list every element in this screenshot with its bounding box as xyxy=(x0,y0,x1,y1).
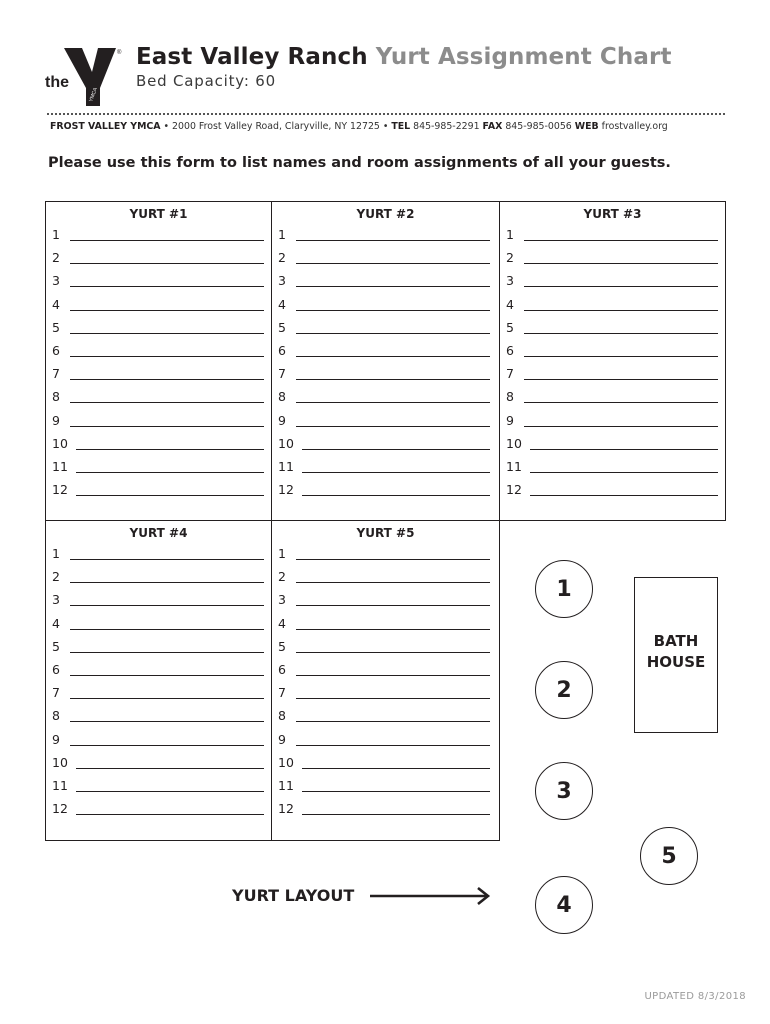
bed-slot[interactable] xyxy=(278,386,490,406)
name-blank-line[interactable] xyxy=(296,675,490,676)
bed-number: 1 xyxy=(52,546,60,561)
bed-number: 1 xyxy=(278,546,286,561)
bed-capacity: Bed Capacity: 60 xyxy=(136,72,276,90)
bed-number: 5 xyxy=(278,638,286,654)
name-blank-line[interactable] xyxy=(524,356,718,357)
bed-slot[interactable] xyxy=(52,543,264,563)
bath-line-1: BATH xyxy=(653,632,699,650)
bed-number: 5 xyxy=(506,319,514,335)
bed-number: 10 xyxy=(52,435,68,451)
name-blank-line[interactable] xyxy=(296,333,490,334)
name-blank-line[interactable] xyxy=(530,472,718,473)
bed-number: 1 xyxy=(278,227,286,242)
name-blank-line[interactable] xyxy=(70,582,264,583)
bed-number: 4 xyxy=(278,615,286,631)
bed-slot[interactable] xyxy=(52,682,264,702)
tel-number: 845-985-2291 xyxy=(413,121,480,132)
bed-slot[interactable] xyxy=(52,340,264,360)
svg-text:®: ® xyxy=(117,50,122,56)
bed-number: 3 xyxy=(278,273,286,289)
bed-slot[interactable] xyxy=(278,294,490,314)
bath-line-2: HOUSE xyxy=(646,653,706,671)
bed-number: 5 xyxy=(52,319,60,335)
bed-number: 6 xyxy=(506,343,514,358)
name-blank-line[interactable] xyxy=(524,263,718,264)
yurt-title: YURT #4 xyxy=(129,526,188,540)
name-blank-line[interactable] xyxy=(70,629,264,630)
address: 2000 Frost Valley Road, Claryville, NY 12725 xyxy=(172,121,380,132)
bed-slot[interactable] xyxy=(506,317,718,337)
web-label: WEB xyxy=(574,121,599,132)
name-blank-line[interactable] xyxy=(296,745,490,746)
name-blank-line[interactable] xyxy=(70,698,264,699)
layout-yurt-2: 2 xyxy=(535,661,593,719)
bed-number: 11 xyxy=(506,459,522,474)
instruction-text: Please use this form to list names and room assignments of all your guests. xyxy=(48,155,671,171)
name-blank-line[interactable] xyxy=(76,449,264,450)
bed-slot[interactable] xyxy=(506,224,718,244)
page-title xyxy=(136,44,672,70)
name-blank-line[interactable] xyxy=(296,698,490,699)
bed-slot[interactable] xyxy=(278,729,490,749)
name-blank-line[interactable] xyxy=(296,605,490,606)
bed-slot[interactable] xyxy=(278,363,490,383)
bed-number: 6 xyxy=(278,662,286,677)
name-blank-line[interactable] xyxy=(296,286,490,287)
bed-number: 9 xyxy=(278,412,286,428)
name-blank-line[interactable] xyxy=(302,472,490,473)
name-blank-line[interactable] xyxy=(70,263,264,264)
fax-label: FAX xyxy=(482,121,503,132)
name-blank-line[interactable] xyxy=(302,791,490,792)
name-blank-line[interactable] xyxy=(70,240,264,241)
bed-number: 8 xyxy=(278,708,286,724)
yurt-title: YURT #5 xyxy=(356,526,415,540)
bed-number: 6 xyxy=(52,662,60,677)
bed-number: 11 xyxy=(52,778,68,793)
bed-number: 6 xyxy=(52,343,60,358)
bed-number: 2 xyxy=(278,569,286,585)
name-blank-line[interactable] xyxy=(70,426,264,427)
bed-slot[interactable] xyxy=(278,636,490,656)
name-blank-line[interactable] xyxy=(296,263,490,264)
layout-yurt-4: 4 xyxy=(535,876,593,934)
bed-slot[interactable] xyxy=(506,479,718,499)
bed-number: 2 xyxy=(506,250,514,266)
bed-slot[interactable] xyxy=(278,543,490,563)
name-blank-line[interactable] xyxy=(296,652,490,653)
bed-number: 10 xyxy=(506,435,522,451)
bed-number: 9 xyxy=(52,412,60,428)
bed-slot[interactable] xyxy=(506,433,718,453)
bed-slot[interactable] xyxy=(52,479,264,499)
name-blank-line[interactable] xyxy=(76,495,264,496)
yurt-title: YURT #1 xyxy=(129,207,188,221)
bed-number: 12 xyxy=(52,801,68,817)
bed-number: 10 xyxy=(278,754,294,770)
bed-slot[interactable] xyxy=(278,340,490,360)
bed-slot[interactable] xyxy=(278,682,490,702)
bed-slot[interactable] xyxy=(52,659,264,679)
bed-slot[interactable] xyxy=(278,270,490,290)
bed-slot[interactable] xyxy=(52,729,264,749)
yurt-3-box xyxy=(499,201,726,521)
bed-number: 3 xyxy=(52,273,60,289)
website: frostvalley.org xyxy=(601,121,668,132)
bed-number: 8 xyxy=(52,708,60,724)
bed-number: 7 xyxy=(52,366,60,382)
bed-number: 1 xyxy=(52,227,60,242)
name-blank-line[interactable] xyxy=(296,426,490,427)
name-blank-line[interactable] xyxy=(524,240,718,241)
name-blank-line[interactable] xyxy=(296,356,490,357)
bed-number: 10 xyxy=(52,754,68,770)
name-blank-line[interactable] xyxy=(70,745,264,746)
yurt-layout-label: YURT LAYOUT xyxy=(232,886,355,905)
name-blank-line[interactable] xyxy=(302,495,490,496)
bed-slot[interactable] xyxy=(506,386,718,406)
name-blank-line[interactable] xyxy=(70,402,264,403)
bed-number: 2 xyxy=(52,569,60,585)
name-blank-line[interactable] xyxy=(302,768,490,769)
bed-number: 3 xyxy=(278,592,286,608)
bed-number: 12 xyxy=(278,801,294,817)
name-blank-line[interactable] xyxy=(524,333,718,334)
bed-slot[interactable] xyxy=(278,775,490,795)
fax-number: 845-985-0056 xyxy=(505,121,572,132)
bed-number: 4 xyxy=(506,296,514,312)
bed-slot[interactable] xyxy=(278,589,490,609)
bed-slot[interactable] xyxy=(278,566,490,586)
yurt-title: YURT #2 xyxy=(356,207,415,221)
name-blank-line[interactable] xyxy=(70,333,264,334)
name-blank-line[interactable] xyxy=(70,379,264,380)
bed-number: 11 xyxy=(52,459,68,474)
bed-number: 8 xyxy=(52,389,60,405)
bed-number: 4 xyxy=(52,296,60,312)
name-blank-line[interactable] xyxy=(524,310,718,311)
bed-number: 5 xyxy=(278,319,286,335)
name-blank-line[interactable] xyxy=(524,286,718,287)
bed-slot[interactable] xyxy=(52,270,264,290)
name-blank-line[interactable] xyxy=(70,356,264,357)
ymca-logo-icon xyxy=(40,44,130,108)
bed-number: 12 xyxy=(506,482,522,498)
bed-slot[interactable] xyxy=(52,363,264,383)
bed-slot[interactable] xyxy=(52,224,264,244)
bed-slot[interactable] xyxy=(52,410,264,430)
name-blank-line[interactable] xyxy=(70,652,264,653)
bed-number: 5 xyxy=(52,638,60,654)
bed-slot[interactable] xyxy=(278,613,490,633)
name-blank-line[interactable] xyxy=(530,449,718,450)
name-blank-line[interactable] xyxy=(530,495,718,496)
bed-slot[interactable] xyxy=(52,294,264,314)
bed-number: 7 xyxy=(278,366,286,382)
bed-number: 2 xyxy=(52,250,60,266)
yurt-2-box xyxy=(271,201,500,521)
bed-number: 4 xyxy=(52,615,60,631)
bed-number: 10 xyxy=(278,435,294,451)
name-blank-line[interactable] xyxy=(524,426,718,427)
bed-slot[interactable] xyxy=(52,752,264,772)
name-blank-line[interactable] xyxy=(296,721,490,722)
yurt-5-box xyxy=(271,520,500,841)
bed-slot[interactable] xyxy=(506,247,718,267)
bed-slot[interactable] xyxy=(278,317,490,337)
name-blank-line[interactable] xyxy=(296,379,490,380)
bed-number: 8 xyxy=(278,389,286,405)
bed-number: 11 xyxy=(278,778,294,793)
bed-slot[interactable] xyxy=(52,456,264,476)
bath-house xyxy=(634,577,718,733)
name-blank-line[interactable] xyxy=(76,791,264,792)
name-blank-line[interactable] xyxy=(296,310,490,311)
bed-slot[interactable] xyxy=(278,456,490,476)
bed-number: 3 xyxy=(52,592,60,608)
name-blank-line[interactable] xyxy=(296,402,490,403)
bed-number: 4 xyxy=(278,296,286,312)
name-blank-line[interactable] xyxy=(76,472,264,473)
name-blank-line[interactable] xyxy=(70,310,264,311)
bed-slot[interactable] xyxy=(52,386,264,406)
name-blank-line[interactable] xyxy=(524,402,718,403)
name-blank-line[interactable] xyxy=(296,629,490,630)
updated-date: UPDATED 8/3/2018 xyxy=(644,991,746,1002)
name-blank-line[interactable] xyxy=(70,286,264,287)
name-blank-line[interactable] xyxy=(76,814,264,815)
bed-slot[interactable] xyxy=(278,705,490,725)
title-main: East Valley Ranch xyxy=(136,44,368,70)
org-name: FROST VALLEY YMCA xyxy=(50,121,161,132)
name-blank-line[interactable] xyxy=(524,379,718,380)
bed-slot[interactable] xyxy=(506,456,718,476)
bed-slot[interactable] xyxy=(52,636,264,656)
layout-yurt-3: 3 xyxy=(535,762,593,820)
logo-the-text: the xyxy=(45,74,69,91)
bed-slot[interactable] xyxy=(52,798,264,818)
yurt-title: YURT #3 xyxy=(583,207,642,221)
bed-number: 7 xyxy=(278,685,286,701)
bed-slot[interactable] xyxy=(278,479,490,499)
bed-number: 2 xyxy=(278,250,286,266)
bed-number: 7 xyxy=(506,366,514,382)
bed-slot[interactable] xyxy=(52,613,264,633)
bed-slot[interactable] xyxy=(506,294,718,314)
bed-slot[interactable] xyxy=(52,589,264,609)
bed-slot[interactable] xyxy=(278,247,490,267)
bed-slot[interactable] xyxy=(278,798,490,818)
bed-slot[interactable] xyxy=(278,224,490,244)
bed-number: 12 xyxy=(52,482,68,498)
bed-number: 9 xyxy=(278,731,286,747)
bed-number: 6 xyxy=(278,343,286,358)
name-blank-line[interactable] xyxy=(70,559,264,560)
bed-slot[interactable] xyxy=(506,363,718,383)
bed-number: 3 xyxy=(506,273,514,289)
name-blank-line[interactable] xyxy=(76,768,264,769)
name-blank-line[interactable] xyxy=(302,814,490,815)
bed-slot[interactable] xyxy=(506,410,718,430)
tel-label: TEL xyxy=(391,121,411,132)
name-blank-line[interactable] xyxy=(70,605,264,606)
bed-slot[interactable] xyxy=(506,270,718,290)
bed-slot[interactable] xyxy=(52,317,264,337)
bed-slot[interactable] xyxy=(52,433,264,453)
bed-slot[interactable] xyxy=(52,775,264,795)
contact-line: FROST VALLEY YMCA • 2000 Frost Valley Road, Claryville, NY 12725 • TEL 845-985-2291 FAX 845-985-0056 WEB frostvalley.org xyxy=(50,121,668,132)
bed-number: 9 xyxy=(506,412,514,428)
name-blank-line[interactable] xyxy=(302,449,490,450)
name-blank-line[interactable] xyxy=(296,559,490,560)
bed-slot[interactable] xyxy=(278,752,490,772)
bed-number: 9 xyxy=(52,731,60,747)
bed-slot[interactable] xyxy=(278,433,490,453)
bed-number: 12 xyxy=(278,482,294,498)
yurt-4-box xyxy=(45,520,272,841)
name-blank-line[interactable] xyxy=(70,675,264,676)
bed-slot[interactable] xyxy=(278,659,490,679)
bed-slot[interactable] xyxy=(52,247,264,267)
title-accent: Yurt Assignment Chart xyxy=(375,44,672,70)
logo-ymca-text: YMCA xyxy=(88,87,99,103)
name-blank-line[interactable] xyxy=(296,240,490,241)
bed-slot[interactable] xyxy=(506,340,718,360)
bed-slot[interactable] xyxy=(52,705,264,725)
bed-number: 8 xyxy=(506,389,514,405)
arrow-right-icon xyxy=(370,886,494,906)
yurt-1-box xyxy=(45,201,272,521)
name-blank-line[interactable] xyxy=(296,582,490,583)
bed-slot[interactable] xyxy=(278,410,490,430)
bed-number: 7 xyxy=(52,685,60,701)
bed-slot[interactable] xyxy=(52,566,264,586)
bed-number: 1 xyxy=(506,227,514,242)
name-blank-line[interactable] xyxy=(70,721,264,722)
dotted-divider xyxy=(47,113,725,115)
layout-yurt-1: 1 xyxy=(535,560,593,618)
bed-number: 11 xyxy=(278,459,294,474)
layout-yurt-5: 5 xyxy=(640,827,698,885)
